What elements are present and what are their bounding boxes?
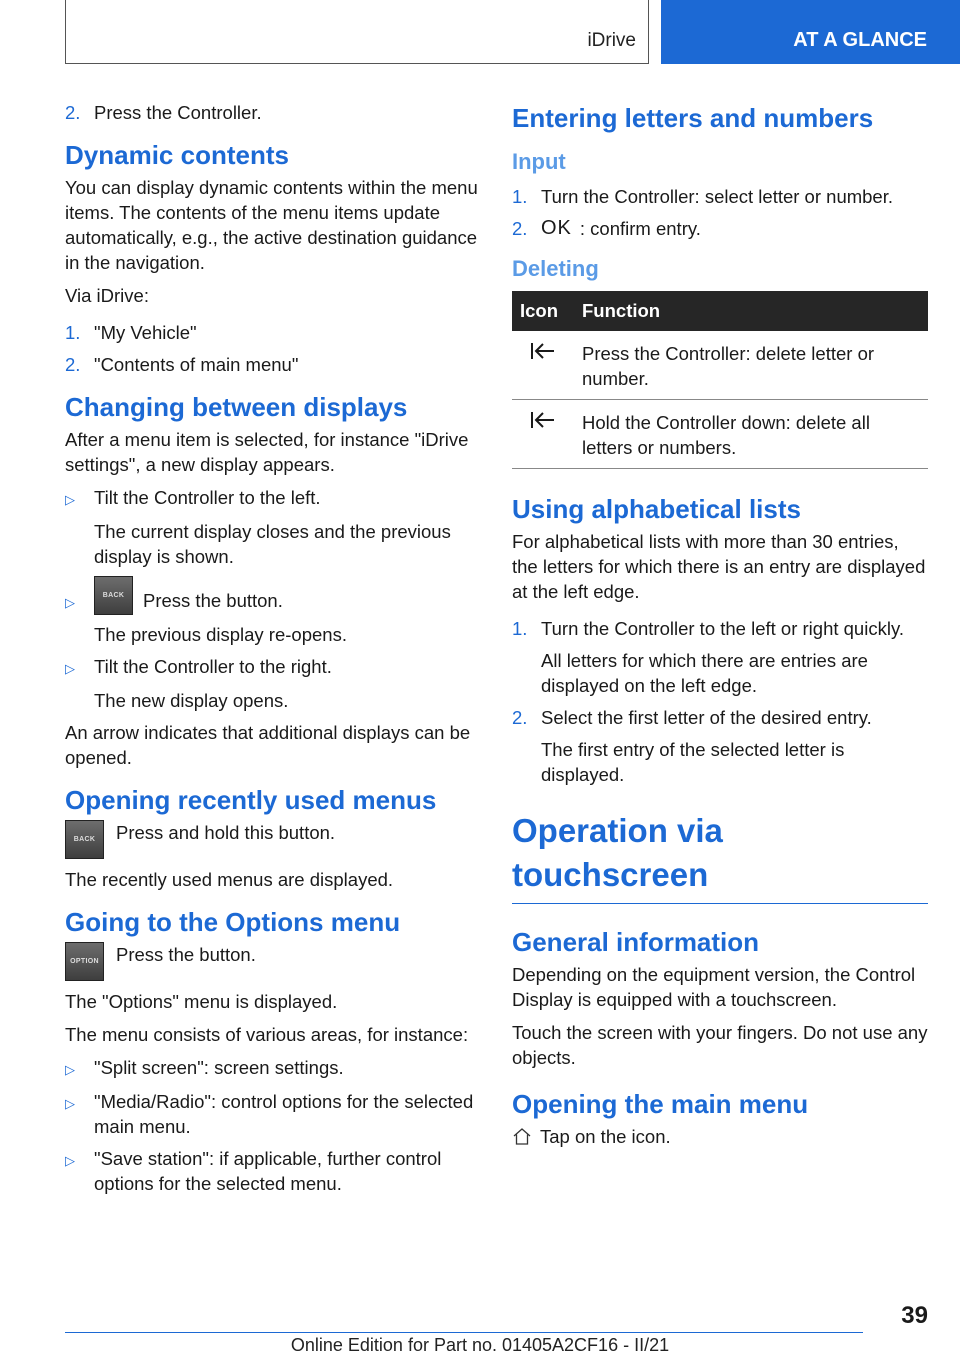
footer-edition: Online Edition for Part no. 01405A2CF16 - II/21 <box>290 1335 670 1355</box>
step-subtext: The first entry of the selected letter is displayed. <box>541 739 845 785</box>
bullet-subtext: The current display closes and the previous display is shown. <box>94 521 451 567</box>
list-item <box>65 352 480 377</box>
paragraph: Touch the screen with your fingers. Do not use any objects. <box>512 1022 928 1068</box>
triangle-bullet-icon: ▷ <box>65 661 75 676</box>
bullet-text: Tilt the Controller to the left. <box>94 487 321 508</box>
heading-dynamic-contents: Dynamic contents <box>65 140 289 170</box>
triangle-bullet-icon: ▷ <box>65 1153 75 1168</box>
table-cell-function: Hold the Controller down: delete all letters or numbers. <box>574 400 928 469</box>
list-item <box>65 320 480 345</box>
list-item <box>512 705 928 730</box>
heading-general-information: General information <box>512 927 760 957</box>
paragraph: The menu consists of various areas, for instance: <box>65 1024 469 1045</box>
bullet-subtext: The new display opens. <box>94 690 289 711</box>
table-header-function: Function <box>574 291 928 331</box>
bullet-text: Tilt the Controller to the right. <box>94 656 332 677</box>
ok-icon: OK <box>541 217 572 239</box>
delete-arrow-icon <box>512 331 574 400</box>
step-number: 1. <box>65 322 81 343</box>
paragraph: For alphabetical lists with more than 30 entries, the letters for which there is an entry are displayed at the left edge. <box>512 531 926 602</box>
paragraph: After a menu item is selected, for instance "iDrive settings", a new display appears. <box>65 429 469 475</box>
paragraph: Via iDrive: <box>65 285 149 306</box>
list-item <box>65 100 480 125</box>
triangle-bullet-icon: ▷ <box>65 1096 75 1111</box>
header-section-box <box>65 0 649 64</box>
icon-instruction <box>65 942 480 981</box>
heading-open-main-menu: Opening the main menu <box>512 1089 809 1119</box>
header-chapter-label: AT A GLANCE <box>793 29 927 51</box>
right-column <box>512 100 928 1160</box>
heading-touchscreen: Operation via touchscreen <box>512 809 928 904</box>
list-item <box>512 616 928 641</box>
list-item <box>65 576 480 615</box>
step-text: Turn the Controller: select letter or number. <box>541 186 893 207</box>
left-column <box>65 100 480 1203</box>
instruction-text: Tap on the icon. <box>540 1126 671 1147</box>
heading-recent-menus: Opening recently used menus <box>65 785 437 815</box>
triangle-bullet-icon: ▷ <box>65 595 75 610</box>
list-item <box>65 485 480 512</box>
list-item <box>65 1089 480 1139</box>
icon-instruction <box>65 820 480 859</box>
step-text: Select the first letter of the desired entry. <box>541 707 872 728</box>
header-chapter <box>661 0 960 64</box>
page-number: 39 <box>901 1302 928 1329</box>
heading-changing-displays: Changing between displays <box>65 392 408 422</box>
option-button-icon: OPTION <box>65 942 104 981</box>
step-number: 2. <box>512 218 528 239</box>
step-text: : confirm entry. <box>579 218 701 239</box>
subheading-input: Input <box>512 149 566 174</box>
paragraph: The recently used menus are displayed. <box>65 869 394 890</box>
triangle-bullet-icon: ▷ <box>65 492 75 507</box>
paragraph: The "Options" menu is displayed. <box>65 991 338 1012</box>
list-item <box>65 654 480 681</box>
bullet-text: "Split screen": screen settings. <box>94 1057 344 1078</box>
paragraph: You can display dynamic contents within the menu items. The contents of the menu items update automatically, e.g., the active destination guidance in the navigation. <box>65 177 478 273</box>
back-button-icon: BACK <box>65 820 104 859</box>
step-text: "Contents of main menu" <box>94 354 299 375</box>
table-row <box>512 400 928 469</box>
step-text: "My Vehicle" <box>94 322 197 343</box>
table-row <box>512 331 928 400</box>
triangle-bullet-icon: ▷ <box>65 1062 75 1077</box>
header-section: iDrive <box>587 30 636 51</box>
step-text: Press the Controller. <box>94 102 262 123</box>
list-item <box>512 216 928 241</box>
icon-instruction <box>512 1124 928 1152</box>
step-text: Turn the Controller to the left or right quickly. <box>541 618 904 639</box>
table-cell-function: Press the Controller: delete letter or number. <box>574 331 928 400</box>
list-item <box>65 1146 480 1196</box>
home-icon <box>512 1124 540 1152</box>
paragraph: An arrow indicates that additional displays can be opened. <box>65 722 471 768</box>
instruction-text: Press and hold this button. <box>116 822 336 843</box>
delete-arrow-icon <box>512 400 574 469</box>
heading-options-menu: Going to the Options menu <box>65 907 401 937</box>
paragraph: Depending on the equipment version, the Control Display is equipped with a touchscreen. <box>512 964 916 1010</box>
list-item <box>65 1055 480 1082</box>
bullet-text: "Media/Radio": control options for the selected main menu. <box>94 1091 474 1137</box>
step-number: 2. <box>512 707 528 728</box>
heading-entering-letters: Entering letters and numbers <box>512 103 874 133</box>
bullet-text: Press the button. <box>143 590 283 611</box>
heading-alphabetical-lists: Using alphabetical lists <box>512 494 801 524</box>
step-number: 2. <box>65 354 81 375</box>
bullet-text: "Save station": if applicable, further control options for the selected menu. <box>94 1148 442 1194</box>
step-number: 1. <box>512 618 528 639</box>
bullet-subtext: The previous display re-opens. <box>94 624 347 645</box>
subheading-deleting: Deleting <box>512 256 599 281</box>
footer-rule <box>65 1332 863 1333</box>
step-subtext: All letters for which there are entries are displayed on the left edge. <box>541 650 868 696</box>
instruction-text: Press the button. <box>116 944 256 965</box>
back-button-icon: BACK <box>94 576 133 615</box>
step-number: 1. <box>512 186 528 207</box>
table-header-icon: Icon <box>512 291 574 331</box>
list-item <box>512 184 928 209</box>
step-number: 2. <box>65 102 81 123</box>
delete-function-table <box>512 291 928 469</box>
